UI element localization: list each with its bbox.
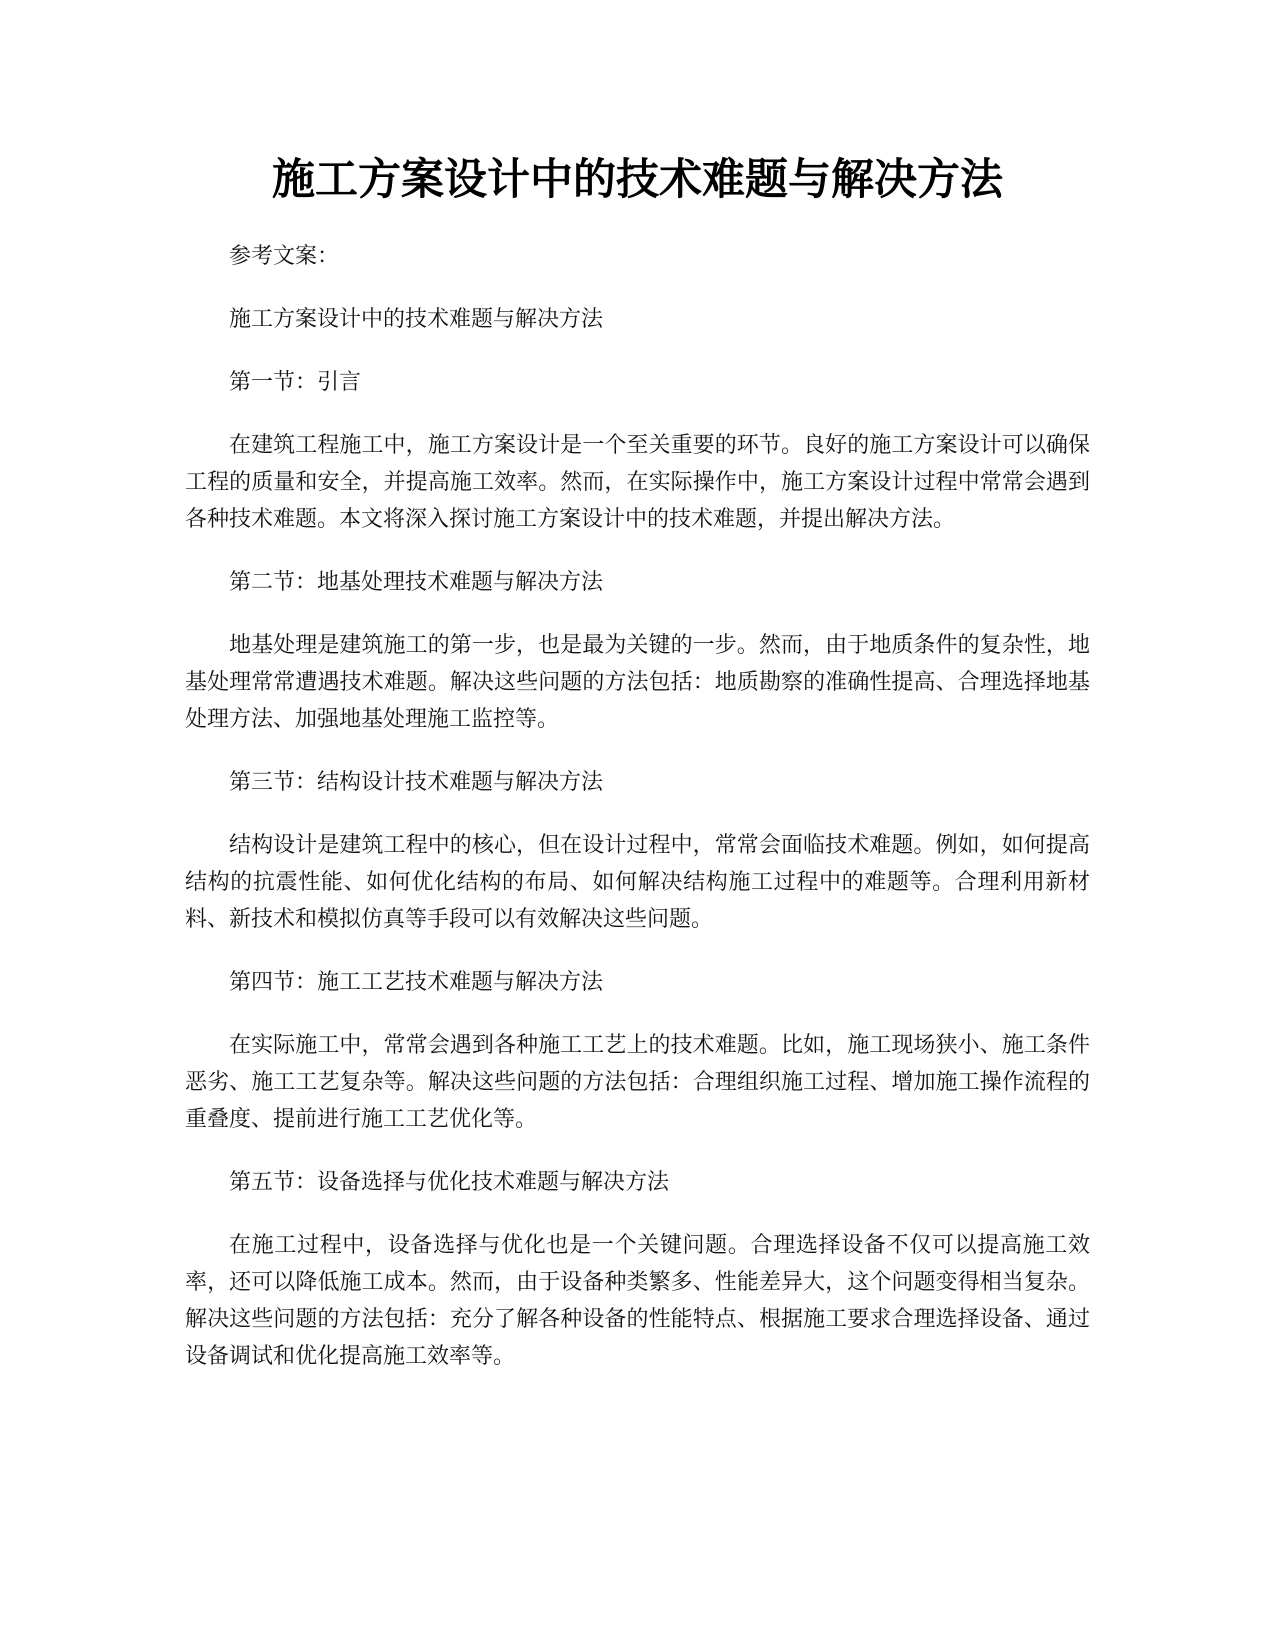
subtitle: 施工方案设计中的技术难题与解决方法 (229, 307, 604, 332)
reference-label: 参考文案： (229, 244, 340, 269)
document-body (185, 238, 1090, 1401)
section-body-1: 在建筑工程施工中，施工方案设计是一个至关重要的环节。良好的施工方案设计可以确保工程的质量和安全，并提高施工效率。然而，在实际操作中，施工方案设计过程中常常会遇到各种技术难题。本文将深入探讨施工方案设计中的技术难题，并提出解决方法。 (185, 433, 1090, 532)
section-body-3: 结构设计是建筑工程中的核心，但在设计过程中，常常会面临技术难题。例如，如何提高结构的抗震性能、如何优化结构的布局、如何解决结构施工过程中的难题等。合理利用新材料、新技术和模拟仿真等手段可以有效解决这些问题。 (185, 833, 1090, 932)
section-heading-1: 第一节：引言 (229, 370, 362, 395)
document-title: 施工方案设计中的技术难题与解决方法 (272, 155, 1003, 205)
section-heading-4: 第四节：施工工艺技术难题与解决方法 (229, 970, 604, 995)
section-heading-2: 第二节：地基处理技术难题与解决方法 (229, 570, 604, 595)
section-heading-3: 第三节：结构设计技术难题与解决方法 (229, 770, 604, 795)
section-body-4: 在实际施工中，常常会遇到各种施工工艺上的技术难题。比如，施工现场狭小、施工条件恶劣、施工工艺复杂等。解决这些问题的方法包括：合理组织施工过程、增加施工操作流程的重叠度、提前进行施工工艺优化等。 (185, 1033, 1090, 1132)
section-body-5: 在施工过程中，设备选择与优化也是一个关键问题。合理选择设备不仅可以提高施工效率，还可以降低施工成本。然而，由于设备种类繁多、性能差异大，这个问题变得相当复杂。解决这些问题的方法包括：充分了解各种设备的性能特点、根据施工要求合理选择设备、通过设备调试和优化提高施工效率等。 (185, 1233, 1090, 1369)
section-body-2: 地基处理是建筑施工的第一步，也是最为关键的一步。然而，由于地质条件的复杂性，地基处理常常遭遇技术难题。解决这些问题的方法包括：地质勘察的准确性提高、合理选择地基处理方法、加强地基处理施工监控等。 (185, 633, 1090, 732)
section-heading-5: 第五节：设备选择与优化技术难题与解决方法 (229, 1170, 670, 1195)
